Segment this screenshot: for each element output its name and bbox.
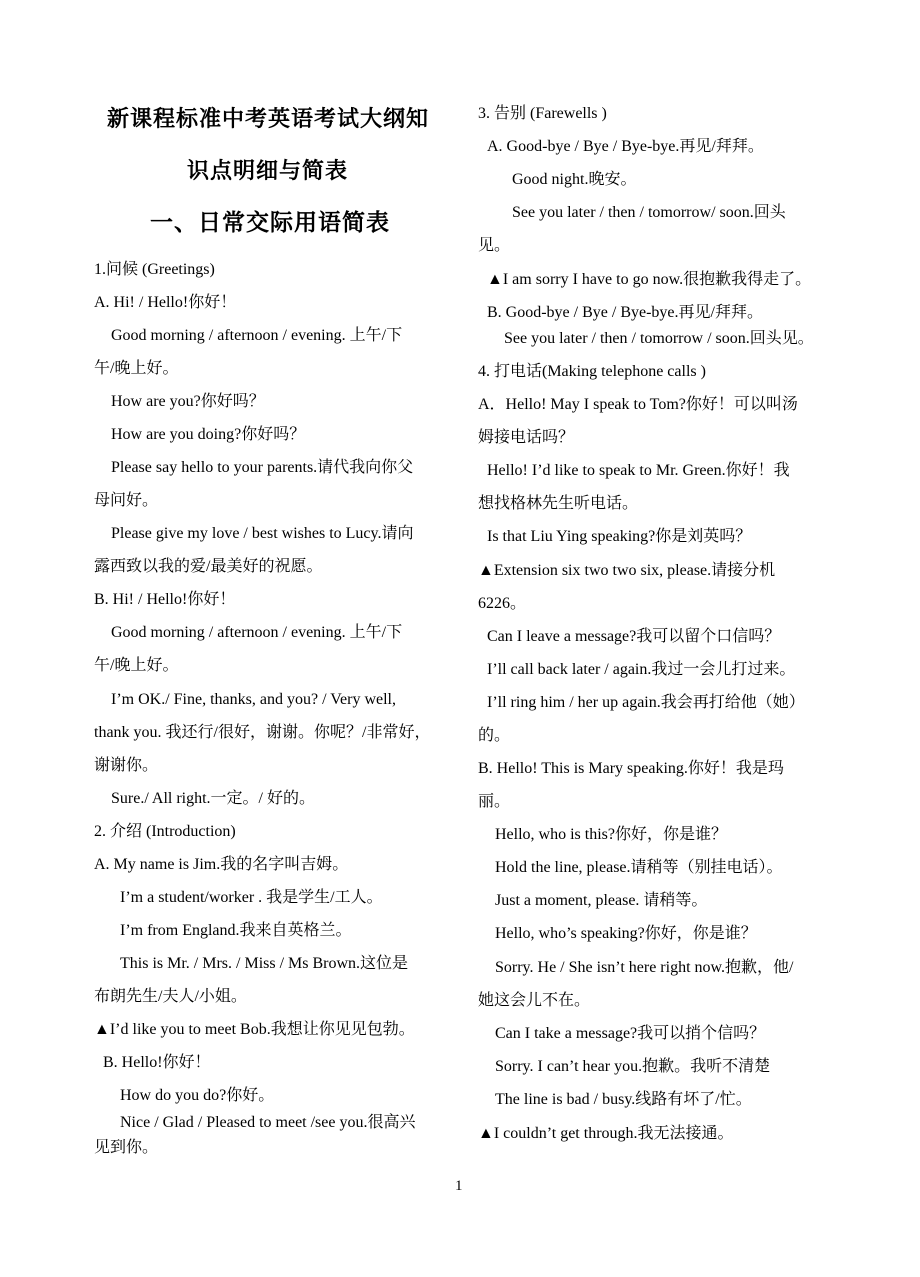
text-line: 的。: [478, 727, 511, 744]
text-line: The line is bad / busy.线路有坏了/忙。: [495, 1091, 752, 1108]
text-line: 见。: [478, 237, 511, 254]
text-line: Can I take a message?我可以捎个信吗？: [495, 1025, 766, 1042]
text-line: thank you. 我还行/很好，谢谢。你呢？/非常好，: [94, 724, 431, 741]
text-line: 想找格林先生听电话。: [478, 495, 639, 512]
text-line: Just a moment, please. 请稍等。: [495, 892, 708, 909]
text-line: Good morning / afternoon / evening. 上午/下: [111, 327, 403, 344]
text-line: Is that Liu Ying speaking?你是刘英吗？: [487, 528, 752, 545]
text-line: See you later / then / tomorrow / soon.回头见。: [504, 330, 814, 347]
text-line: ▲I couldn’t get through.我无法接通。: [478, 1125, 734, 1142]
section-heading-greetings: 1.问候 (Greetings): [94, 261, 215, 278]
text-line: ▲I am sorry I have to go now.很抱歉我得走了。: [487, 271, 812, 288]
section-heading-introduction: 2. 介绍 (Introduction): [94, 823, 236, 840]
text-line: 露西致以我的爱/最美好的祝愿。: [94, 558, 323, 575]
text-line: This is Mr. / Mrs. / Miss / Ms Brown.这位是: [120, 955, 409, 972]
text-line: Sorry. He / She isn’t here right now.抱歉，他/: [495, 959, 794, 976]
text-line: I’m OK./ Fine, thanks, and you? / Very well,: [111, 691, 396, 708]
text-line: How are you?你好吗？: [111, 393, 265, 410]
text-line: Nice / Glad / Pleased to meet /see you.很高兴: [120, 1114, 416, 1131]
text-line: 姆接电话吗？: [478, 429, 575, 446]
text-line: Hello, who’s speaking?你好，你是谁？: [495, 925, 757, 942]
text-line: B. Good-bye / Bye / Bye-bye.再见/拜拜。: [487, 304, 763, 321]
document-title-line-1: 新课程标准中考英语考试大纲知: [107, 107, 430, 132]
text-line: A. My name is Jim.我的名字叫吉姆。: [94, 856, 349, 873]
text-line: 丽。: [478, 793, 511, 810]
text-line: Please give my love / best wishes to Lucy.请向: [111, 525, 414, 542]
text-line: How do you do?你好。: [120, 1087, 275, 1104]
text-line: Please say hello to your parents.请代我向你父: [111, 459, 414, 476]
text-line: 谢谢你。: [94, 757, 159, 774]
text-line: Sorry. I can’t hear you.抱歉。我听不清楚: [495, 1058, 771, 1075]
text-line: I’m a student/worker . 我是学生/工人。: [120, 889, 383, 906]
text-line: Hold the line, please.请稍等（别挂电话）。: [495, 859, 783, 876]
section-heading-farewells: 3. 告别 (Farewells ): [478, 105, 607, 122]
text-line: ▲I’d like you to meet Bob.我想让你见见包勃。: [94, 1021, 415, 1038]
text-line: A. Hi! / Hello!你好！: [94, 294, 237, 311]
text-line: B. Hi! / Hello!你好！: [94, 591, 236, 608]
section-heading: 一、日常交际用语简表: [150, 210, 390, 236]
text-line: I’m from England.我来自英格兰。: [120, 922, 352, 939]
text-line: Sure./ All right.一定。/ 好的。: [111, 790, 316, 807]
text-line: ▲Extension six two two six, please.请接分机: [478, 562, 776, 579]
text-line: I’ll call back later / again.我过一会儿打过来。: [487, 661, 796, 678]
text-line: A. Good-bye / Bye / Bye-bye.再见/拜拜。: [487, 138, 764, 155]
text-line: 布朗先生/夫人/小姐。: [94, 988, 247, 1005]
document-title-line-2: 识点明细与简表: [187, 159, 349, 184]
text-line: Hello, who is this?你好，你是谁？: [495, 826, 727, 843]
text-line: Hello! I’d like to speak to Mr. Green.你好！我: [487, 462, 790, 479]
text-line: Good night.晚安。: [512, 171, 637, 188]
text-line: I’ll ring him / her up again.我会再打给他（她）: [487, 694, 805, 711]
text-line: 见到你。: [94, 1139, 159, 1156]
text-line: B. Hello! This is Mary speaking.你好！我是玛: [478, 760, 784, 777]
text-line: 午/晚上好。: [94, 360, 179, 377]
text-line: 她这会儿不在。: [478, 992, 591, 1009]
section-heading-telephone: 4. 打电话(Making telephone calls ): [478, 363, 706, 380]
text-line: 母问好。: [94, 492, 159, 509]
page-number: 1: [455, 1178, 463, 1194]
text-line: 6226。: [478, 595, 527, 612]
text-line: See you later / then / tomorrow/ soon.回头: [512, 204, 786, 221]
text-line: Good morning / afternoon / evening. 上午/下: [111, 624, 403, 641]
text-line: 午/晚上好。: [94, 657, 179, 674]
text-line: B. Hello!你好！: [103, 1054, 211, 1071]
text-line: How are you doing?你好吗？: [111, 426, 306, 443]
text-line: A．Hello! May I speak to Tom?你好！可以叫汤: [478, 396, 798, 413]
text-line: Can I leave a message?我可以留个口信吗？: [487, 628, 781, 645]
